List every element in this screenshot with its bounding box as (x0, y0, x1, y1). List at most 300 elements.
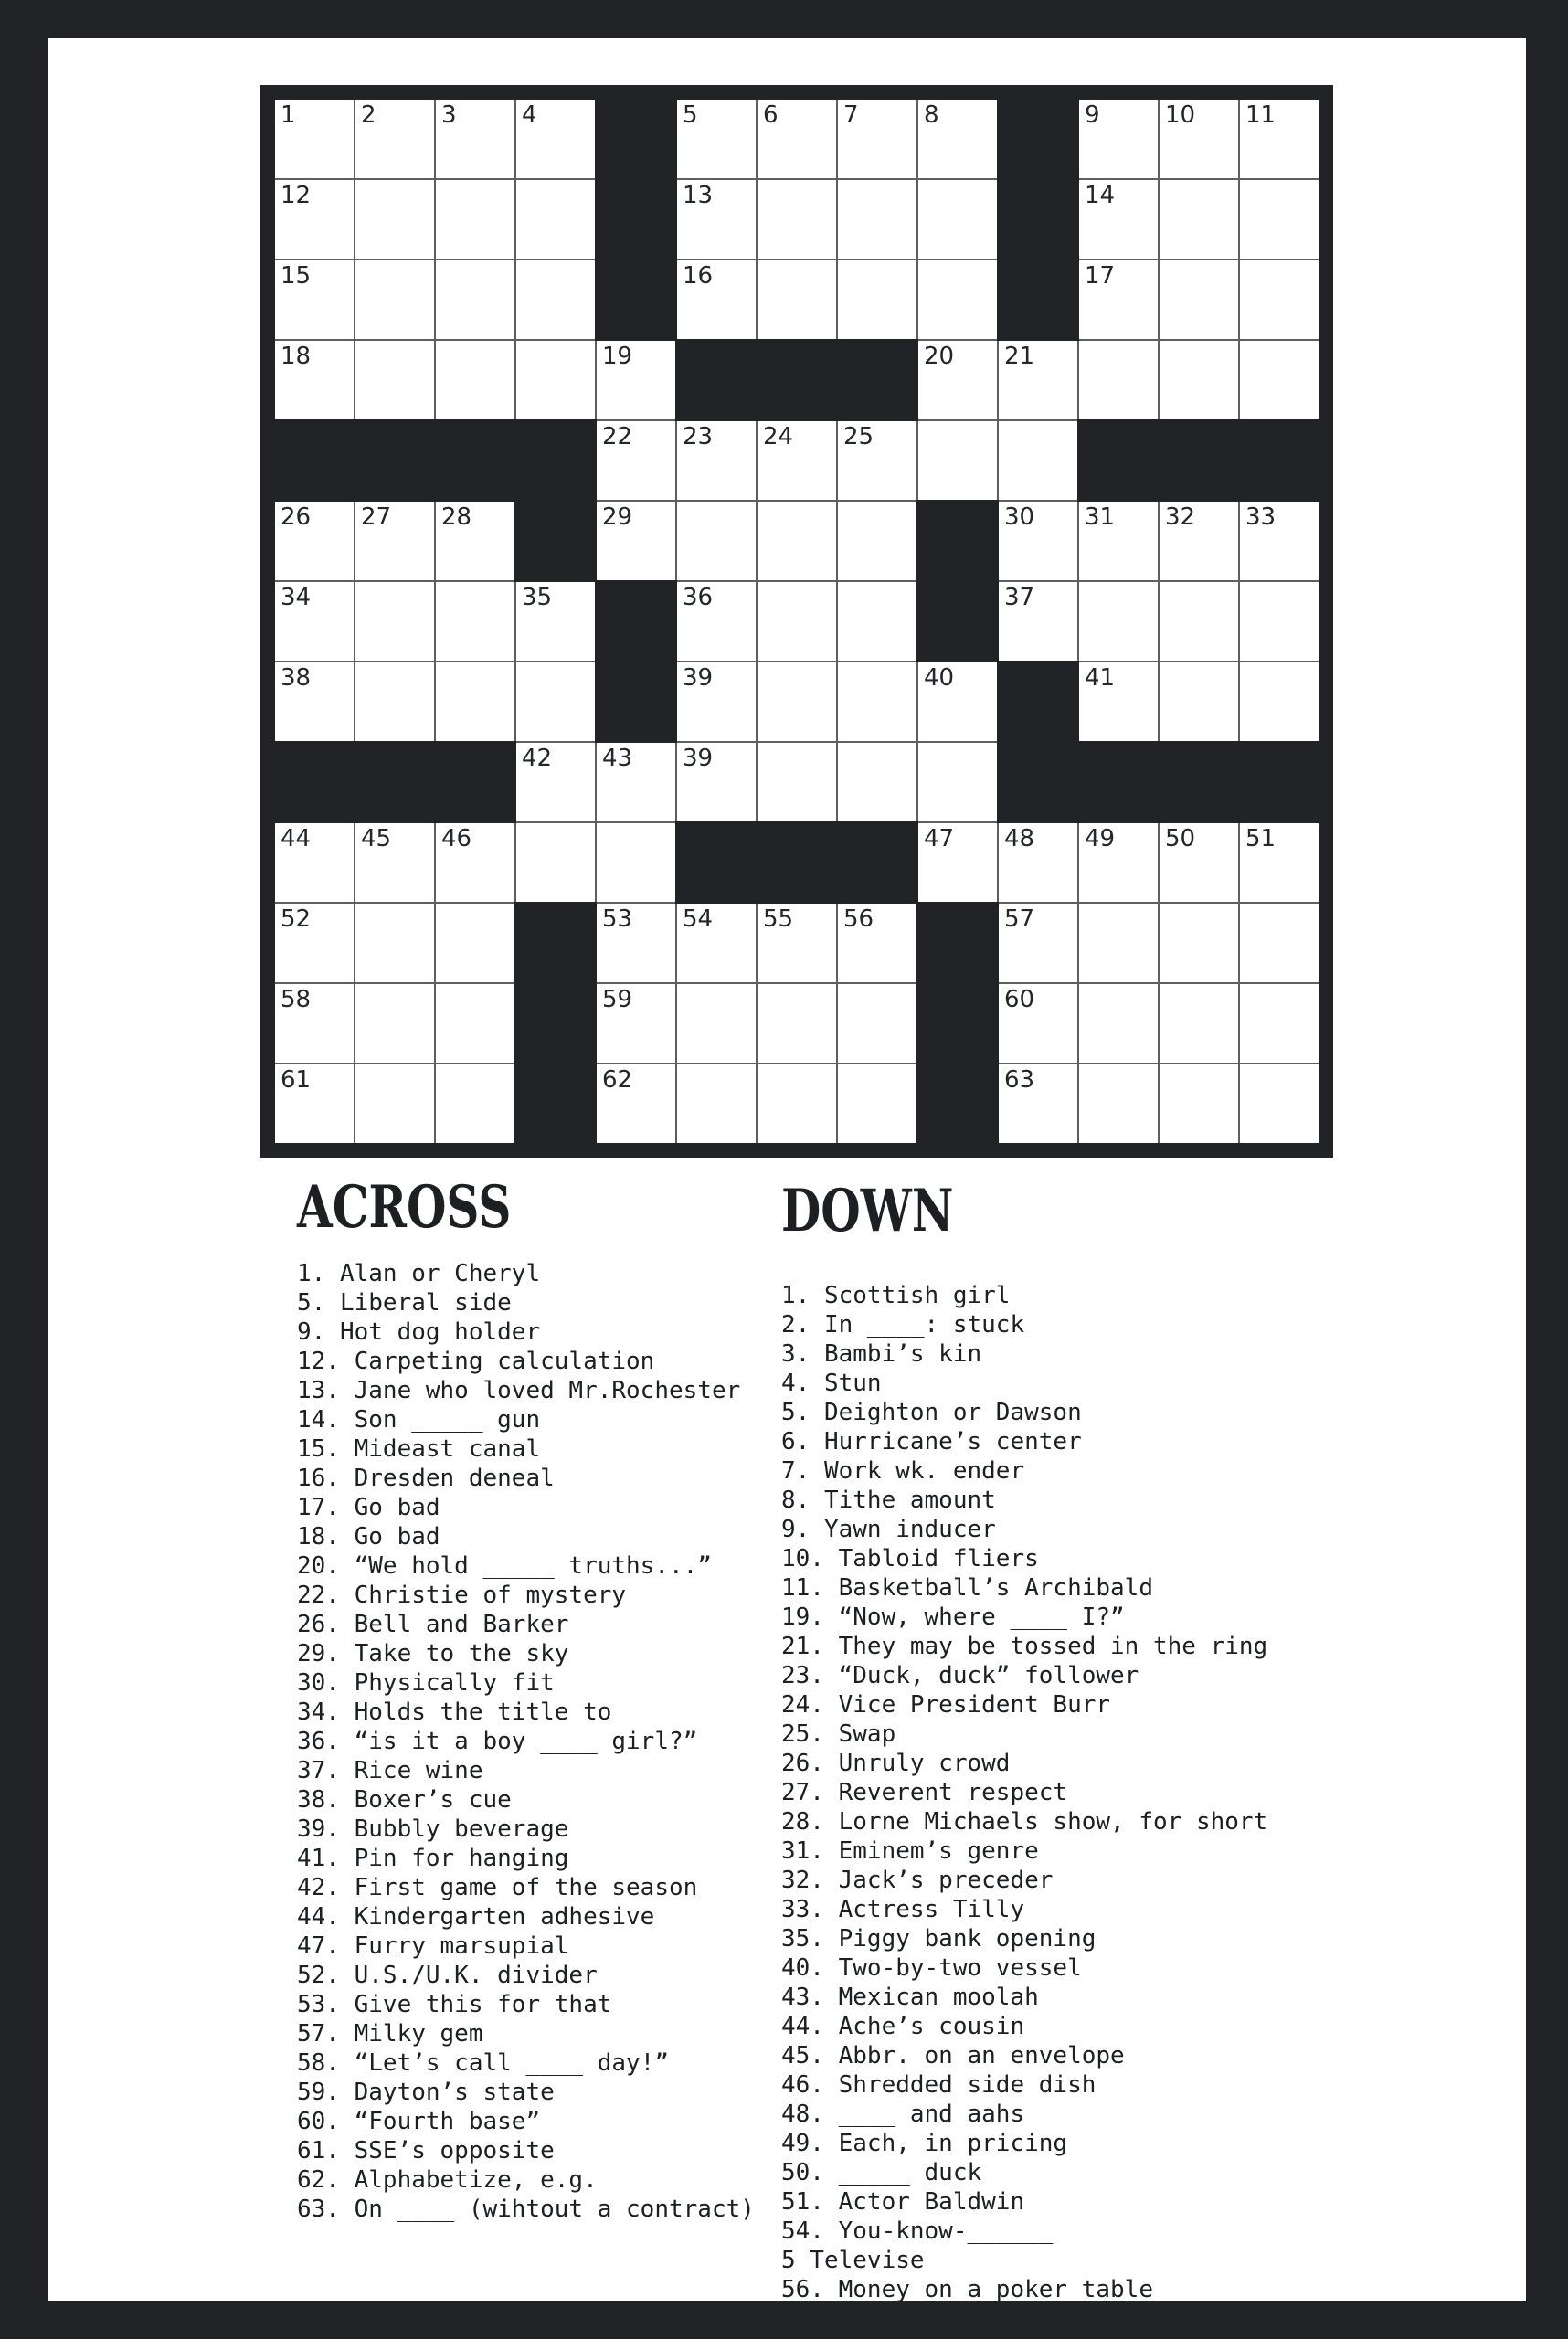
cell-number: 37 (1004, 584, 1035, 611)
cell-number: 20 (924, 343, 955, 370)
answer-cell[interactable] (275, 662, 354, 741)
answer-cell[interactable] (1160, 662, 1238, 741)
clue-item: 28. Lorne Michaels show, for short (781, 1808, 1268, 1836)
answer-cell[interactable] (677, 984, 756, 1063)
answer-cell[interactable] (999, 904, 1077, 982)
black-cell (999, 743, 1077, 821)
down-heading: DOWN (781, 1177, 954, 1245)
answer-cell[interactable] (1240, 904, 1319, 982)
black-cell (918, 984, 997, 1063)
clue-item: 1. Scottish girl (781, 1282, 1011, 1309)
black-cell (436, 421, 514, 500)
answer-cell[interactable] (436, 662, 514, 741)
clue-item: 29. Take to the sky (297, 1640, 569, 1667)
clue-item: 5. Liberal side (297, 1289, 512, 1317)
answer-cell[interactable] (1240, 662, 1319, 741)
answer-cell[interactable] (597, 341, 675, 419)
clue-item: 59. Dayton’s state (297, 2079, 555, 2106)
cell-number: 25 (843, 423, 874, 450)
clue-item: 44. Kindergarten adhesive (297, 1903, 655, 1931)
clue-item: 13. Jane who loved Mr.Rochester (297, 1377, 741, 1404)
clue-item: 56. Money on a poker table (781, 2276, 1153, 2303)
clue-item: 44. Ache’s cousin (781, 2013, 1025, 2040)
cell-number: 56 (843, 905, 874, 933)
clue-item: 53. Give this for that (297, 1991, 612, 2018)
down-clue-list (781, 1281, 1267, 2304)
answer-cell[interactable] (355, 582, 434, 661)
answer-cell[interactable] (838, 984, 916, 1063)
cell-number: 40 (924, 664, 955, 692)
clue-item: 12. Carpeting calculation (297, 1348, 655, 1375)
answer-cell[interactable] (597, 502, 675, 580)
black-cell (516, 1064, 595, 1143)
black-cell (516, 984, 595, 1063)
answer-cell[interactable] (1240, 582, 1319, 661)
answer-cell[interactable] (999, 1064, 1077, 1143)
answer-cell[interactable] (1240, 100, 1319, 178)
answer-cell[interactable] (597, 421, 675, 500)
cell-number: 26 (281, 503, 312, 531)
clue-item: 31. Eminem’s genre (781, 1837, 1039, 1865)
answer-cell[interactable] (597, 823, 675, 902)
cell-number: 41 (1085, 664, 1116, 692)
answer-cell[interactable] (1160, 904, 1238, 982)
cell-number: 27 (361, 503, 392, 531)
answer-cell[interactable] (838, 421, 916, 500)
answer-cell[interactable] (918, 100, 997, 178)
black-cell (838, 341, 916, 419)
answer-cell[interactable] (1160, 984, 1238, 1063)
cell-number: 3 (441, 101, 457, 129)
black-cell (1160, 743, 1238, 821)
clue-item: 18. Go bad (297, 1523, 440, 1551)
cell-number: 62 (602, 1066, 633, 1094)
cell-number: 54 (683, 905, 714, 933)
clue-item: 6. Hurricane’s center (781, 1428, 1082, 1455)
black-cell (597, 180, 675, 259)
answer-cell[interactable] (918, 260, 997, 339)
cell-number: 60 (1004, 986, 1035, 1013)
cell-number: 11 (1245, 101, 1277, 129)
answer-cell[interactable] (758, 100, 836, 178)
answer-cell[interactable] (597, 904, 675, 982)
answer-cell[interactable] (677, 260, 756, 339)
clue-item: 23. “Duck, duck” follower (781, 1662, 1139, 1689)
answer-cell[interactable] (436, 100, 514, 178)
cell-number: 31 (1085, 503, 1116, 531)
answer-cell[interactable] (918, 823, 997, 902)
black-cell (436, 743, 514, 821)
answer-cell[interactable] (1240, 823, 1319, 902)
answer-cell[interactable] (1160, 100, 1238, 178)
clue-item: 16. Dresden deneal (297, 1465, 555, 1492)
cell-number: 22 (602, 423, 633, 450)
answer-cell[interactable] (275, 1064, 354, 1143)
answer-cell[interactable] (838, 743, 916, 821)
clue-item: 39. Bubbly beverage (297, 1815, 569, 1843)
cell-number: 6 (763, 101, 779, 129)
answer-cell[interactable] (999, 502, 1077, 580)
answer-cell[interactable] (918, 743, 997, 821)
answer-cell[interactable] (918, 341, 997, 419)
clue-item: 41. Pin for hanging (297, 1845, 569, 1872)
cell-number: 58 (281, 986, 312, 1013)
clue-item: 10. Tabloid fliers (781, 1545, 1039, 1572)
cell-number: 30 (1004, 503, 1035, 531)
answer-cell[interactable] (355, 502, 434, 580)
black-cell (355, 743, 434, 821)
clue-item: 50. _____ duck (781, 2159, 982, 2186)
answer-cell[interactable] (355, 984, 434, 1063)
clue-item: 14. Son _____ gun (297, 1406, 541, 1434)
answer-cell[interactable] (1079, 502, 1158, 580)
answer-cell[interactable] (516, 341, 595, 419)
answer-cell[interactable] (516, 260, 595, 339)
across-clue-list (297, 1259, 755, 2224)
answer-cell[interactable] (355, 904, 434, 982)
answer-cell[interactable] (1160, 341, 1238, 419)
black-cell (516, 421, 595, 500)
cell-number: 2 (361, 101, 376, 129)
answer-cell[interactable] (516, 100, 595, 178)
answer-cell[interactable] (597, 984, 675, 1063)
answer-cell[interactable] (436, 341, 514, 419)
answer-cell[interactable] (838, 502, 916, 580)
answer-cell[interactable] (999, 582, 1077, 661)
clue-item: 1. Alan or Cheryl (297, 1260, 541, 1287)
cell-number: 21 (1004, 343, 1035, 370)
answer-cell[interactable] (758, 421, 836, 500)
clue-item: 42. First game of the season (297, 1874, 698, 1901)
clue-item: 20. “We hold _____ truths...” (297, 1552, 712, 1580)
clue-item: 35. Piggy bank opening (781, 1925, 1097, 1953)
answer-cell[interactable] (838, 582, 916, 661)
answer-cell[interactable] (355, 662, 434, 741)
answer-cell[interactable] (516, 823, 595, 902)
black-cell (1079, 743, 1158, 821)
cell-number: 33 (1245, 503, 1277, 531)
cell-number: 4 (522, 101, 537, 129)
cell-number: 10 (1165, 101, 1196, 129)
answer-cell[interactable] (275, 341, 354, 419)
clue-item: 26. Unruly crowd (781, 1750, 1011, 1777)
clue-item: 21. They may be tossed in the ring (781, 1633, 1268, 1660)
answer-cell[interactable] (436, 1064, 514, 1143)
black-cell (516, 502, 595, 580)
black-cell (597, 582, 675, 661)
answer-cell[interactable] (275, 984, 354, 1063)
answer-cell[interactable] (677, 180, 756, 259)
puzzle-paper (48, 38, 1526, 2301)
answer-cell[interactable] (758, 662, 836, 741)
black-cell (999, 260, 1077, 339)
clue-item: 33. Actress Tilly (781, 1896, 1025, 1923)
black-cell (918, 1064, 997, 1143)
clue-item: 46. Shredded side dish (781, 2071, 1097, 2099)
answer-cell[interactable] (355, 823, 434, 902)
answer-cell[interactable] (355, 1064, 434, 1143)
cell-number: 59 (602, 986, 633, 1013)
cell-number: 15 (281, 262, 312, 290)
clue-item: 49. Each, in pricing (781, 2130, 1068, 2157)
black-cell (355, 421, 434, 500)
black-cell (999, 100, 1077, 178)
answer-cell[interactable] (1160, 1064, 1238, 1143)
answer-cell[interactable] (1079, 984, 1158, 1063)
clue-item: 26. Bell and Barker (297, 1611, 569, 1638)
cell-number: 23 (683, 423, 714, 450)
answer-cell[interactable] (677, 100, 756, 178)
clue-item: 47. Furry marsupial (297, 1932, 569, 1960)
cell-number: 12 (281, 182, 312, 209)
black-cell (918, 502, 997, 580)
answer-cell[interactable] (918, 662, 997, 741)
cell-number: 45 (361, 825, 392, 852)
black-cell (1160, 421, 1238, 500)
clue-item: 60. “Fourth base” (297, 2108, 541, 2135)
answer-cell[interactable] (1240, 180, 1319, 259)
clue-item: 37. Rice wine (297, 1757, 483, 1784)
answer-cell[interactable] (436, 984, 514, 1063)
black-cell (597, 100, 675, 178)
black-cell (516, 904, 595, 982)
answer-cell[interactable] (275, 823, 354, 902)
answer-cell[interactable] (436, 502, 514, 580)
answer-cell[interactable] (275, 904, 354, 982)
answer-cell[interactable] (677, 743, 756, 821)
answer-cell[interactable] (1240, 341, 1319, 419)
answer-cell[interactable] (516, 743, 595, 821)
answer-cell[interactable] (838, 100, 916, 178)
answer-cell[interactable] (1079, 1064, 1158, 1143)
answer-cell[interactable] (436, 582, 514, 661)
cell-number: 38 (281, 664, 312, 692)
clue-item: 51. Actor Baldwin (781, 2188, 1025, 2216)
crossword-grid (260, 85, 1333, 1158)
answer-cell[interactable] (516, 582, 595, 661)
answer-cell[interactable] (275, 260, 354, 339)
answer-cell[interactable] (758, 180, 836, 259)
answer-cell[interactable] (677, 421, 756, 500)
black-cell (677, 823, 756, 902)
answer-cell[interactable] (838, 180, 916, 259)
black-cell (918, 904, 997, 982)
black-cell (918, 582, 997, 661)
answer-cell[interactable] (838, 260, 916, 339)
cell-number: 29 (602, 503, 633, 531)
clue-item: 43. Mexican moolah (781, 1984, 1039, 2011)
cell-number: 51 (1245, 825, 1277, 852)
answer-cell[interactable] (677, 502, 756, 580)
answer-cell[interactable] (1160, 823, 1238, 902)
answer-cell[interactable] (999, 341, 1077, 419)
clue-item: 25. Swap (781, 1720, 896, 1748)
answer-cell[interactable] (758, 984, 836, 1063)
clue-item: 4. Stun (781, 1370, 882, 1397)
answer-cell[interactable] (758, 582, 836, 661)
cell-number: 35 (522, 584, 553, 611)
cell-number: 1 (281, 101, 296, 129)
answer-cell[interactable] (597, 743, 675, 821)
answer-cell[interactable] (758, 904, 836, 982)
answer-cell[interactable] (436, 904, 514, 982)
cell-number: 61 (281, 1066, 312, 1094)
answer-cell[interactable] (1079, 662, 1158, 741)
answer-cell[interactable] (1240, 502, 1319, 580)
clue-item: 2. In ____: stuck (781, 1311, 1025, 1339)
answer-cell[interactable] (1240, 260, 1319, 339)
answer-cell[interactable] (1079, 823, 1158, 902)
answer-cell[interactable] (355, 341, 434, 419)
cell-number: 53 (602, 905, 633, 933)
clue-item: 9. Hot dog holder (297, 1318, 541, 1346)
clue-item: 63. On ____ (wihtout a contract) (297, 2196, 755, 2223)
answer-cell[interactable] (758, 260, 836, 339)
black-cell (838, 823, 916, 902)
answer-cell[interactable] (677, 1064, 756, 1143)
answer-cell[interactable] (275, 180, 354, 259)
clue-item: 62. Alphabetize, e.g. (297, 2166, 598, 2194)
clue-item: 17. Go bad (297, 1494, 440, 1521)
cell-number: 57 (1004, 905, 1035, 933)
answer-cell[interactable] (275, 582, 354, 661)
answer-cell[interactable] (758, 743, 836, 821)
clue-item: 22. Christie of mystery (297, 1582, 627, 1609)
answer-cell[interactable] (1079, 100, 1158, 178)
clue-item: 5 Televise (781, 2247, 925, 2274)
clue-item: 36. “is it a boy ____ girl?” (297, 1728, 698, 1755)
black-cell (275, 743, 354, 821)
cell-number: 7 (843, 101, 859, 129)
answer-cell[interactable] (1079, 904, 1158, 982)
answer-cell[interactable] (1079, 582, 1158, 661)
clue-item: 40. Two-by-two vessel (781, 1954, 1082, 1982)
clue-item: 5. Deighton or Dawson (781, 1399, 1082, 1426)
across-heading: ACROSS (297, 1173, 512, 1242)
answer-cell[interactable] (1160, 582, 1238, 661)
clue-item: 30. Physically fit (297, 1669, 555, 1697)
answer-cell[interactable] (838, 904, 916, 982)
cell-number: 48 (1004, 825, 1035, 852)
answer-cell[interactable] (355, 260, 434, 339)
answer-cell[interactable] (436, 180, 514, 259)
answer-cell[interactable] (677, 662, 756, 741)
clue-item: 11. Basketball’s Archibald (781, 1574, 1153, 1602)
cell-number: 52 (281, 905, 312, 933)
answer-cell[interactable] (999, 823, 1077, 902)
cell-number: 39 (683, 664, 714, 692)
answer-cell[interactable] (838, 662, 916, 741)
cell-number: 16 (683, 262, 714, 290)
answer-cell[interactable] (597, 1064, 675, 1143)
cell-number: 19 (602, 343, 633, 370)
answer-cell[interactable] (355, 180, 434, 259)
cell-number: 14 (1085, 182, 1116, 209)
answer-cell[interactable] (758, 1064, 836, 1143)
answer-cell[interactable] (275, 100, 354, 178)
clue-item: 15. Mideast canal (297, 1435, 541, 1463)
black-cell (1079, 421, 1158, 500)
answer-cell[interactable] (758, 502, 836, 580)
answer-cell[interactable] (1160, 502, 1238, 580)
answer-cell[interactable] (1160, 260, 1238, 339)
black-cell (758, 341, 836, 419)
cell-number: 49 (1085, 825, 1116, 852)
answer-cell[interactable] (436, 260, 514, 339)
answer-cell[interactable] (999, 984, 1077, 1063)
cell-number: 24 (763, 423, 794, 450)
answer-cell[interactable] (1240, 1064, 1319, 1143)
black-cell (999, 180, 1077, 259)
answer-cell[interactable] (1079, 180, 1158, 259)
clue-item: 24. Vice President Burr (781, 1691, 1111, 1719)
answer-cell[interactable] (918, 421, 997, 500)
black-cell (1240, 743, 1319, 821)
answer-cell[interactable] (516, 180, 595, 259)
cell-number: 8 (924, 101, 939, 129)
cell-number: 46 (441, 825, 472, 852)
clue-item: 45. Abbr. on an envelope (781, 2042, 1125, 2069)
clue-item: 38. Boxer’s cue (297, 1786, 512, 1814)
answer-cell[interactable] (838, 1064, 916, 1143)
clue-item: 52. U.S./U.K. divider (297, 1962, 598, 1989)
clue-item: 48. ____ and aahs (781, 2101, 1025, 2128)
clue-item: 61. SSE’s opposite (297, 2137, 555, 2164)
answer-cell[interactable] (918, 180, 997, 259)
answer-cell[interactable] (275, 502, 354, 580)
clue-item: 3. Bambi’s kin (781, 1340, 982, 1368)
cell-number: 34 (281, 584, 312, 611)
cell-number: 18 (281, 343, 312, 370)
clue-item: 7. Work wk. ender (781, 1457, 1025, 1485)
cell-number: 39 (683, 745, 714, 772)
cell-number: 63 (1004, 1066, 1035, 1094)
clue-item: 27. Reverent respect (781, 1779, 1068, 1806)
answer-cell[interactable] (677, 582, 756, 661)
black-cell (597, 662, 675, 741)
black-cell (999, 662, 1077, 741)
answer-cell[interactable] (1240, 984, 1319, 1063)
cell-number: 50 (1165, 825, 1196, 852)
clue-item: 34. Holds the title to (297, 1699, 612, 1726)
cell-number: 17 (1085, 262, 1116, 290)
clue-item: 57. Milky gem (297, 2020, 483, 2048)
clue-item: 19. “Now, where ____ I?” (781, 1603, 1125, 1631)
answer-cell[interactable] (677, 904, 756, 982)
answer-cell[interactable] (1160, 180, 1238, 259)
cell-number: 42 (522, 745, 553, 772)
black-cell (597, 260, 675, 339)
cell-number: 28 (441, 503, 472, 531)
clue-item: 8. Tithe amount (781, 1487, 996, 1514)
cell-number: 5 (683, 101, 698, 129)
answer-cell[interactable] (436, 823, 514, 902)
cell-number: 9 (1085, 101, 1100, 129)
black-cell (758, 823, 836, 902)
cell-number: 44 (281, 825, 312, 852)
answer-cell[interactable] (355, 100, 434, 178)
black-cell (1240, 421, 1319, 500)
cell-number: 55 (763, 905, 794, 933)
answer-cell[interactable] (1079, 260, 1158, 339)
cell-number: 13 (683, 182, 714, 209)
answer-cell[interactable] (516, 662, 595, 741)
answer-cell[interactable] (1079, 341, 1158, 419)
clue-item: 9. Yawn inducer (781, 1516, 996, 1543)
answer-cell[interactable] (999, 421, 1077, 500)
cell-number: 36 (683, 584, 714, 611)
cell-number: 43 (602, 745, 633, 772)
